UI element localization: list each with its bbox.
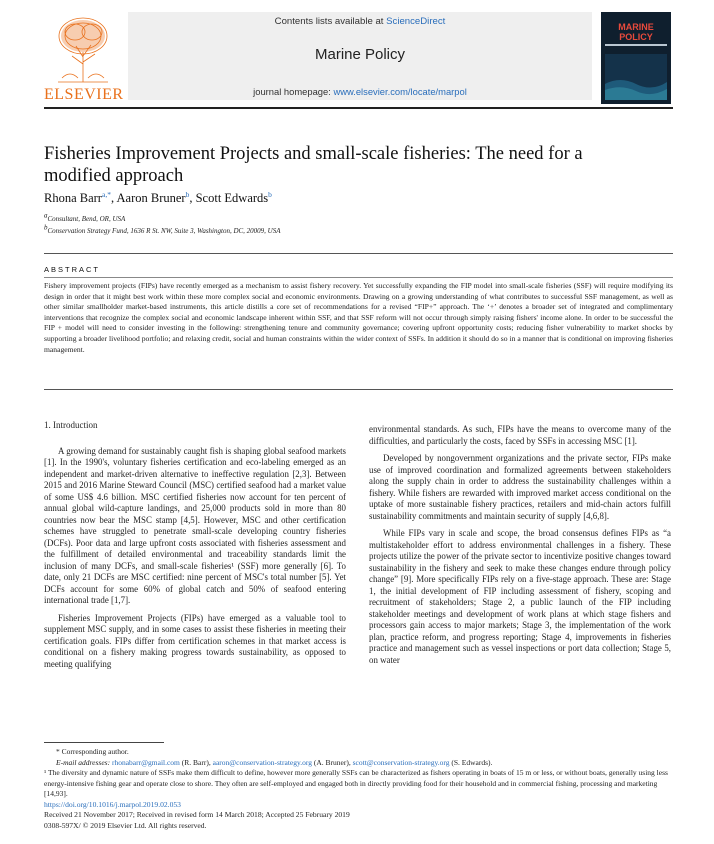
author-marks[interactable]: b <box>268 189 272 199</box>
journal-cover-thumbnail[interactable] <box>601 12 671 104</box>
affiliation-b <box>44 225 281 237</box>
divider <box>44 253 673 254</box>
body-column-left <box>44 420 346 676</box>
doi-link[interactable]: https://doi.org/10.1016/j.marpol.2019.02.053 <box>44 800 181 809</box>
abstract-text: Fishery improvement projects (FIPs) have recently emerged as a mechanism to assist fishery recovery. Yet successfully expanding the FIP model into small-scale fisheries (SSF) will require modifying its design in order that it might best work within these more complex social and economic environments. Drawing on a growing understanding of what contributes to successful SSF management, as well as other similar smallholder market-based instruments, this article distills a core set of recommendations for a revised “FIP+” approach. The ‘+’ denotes a broader set of integrated and complimentary interventions that recognize the complex social and economic landscape inherent within SSF, and that SSF reform will not occur through simply raising fishers' income alone. In order to be successful the FIP + model will need to consider investing in the following: strengthening tenure and community governance; covering upfront opportunity costs; reducing fisher vulnerability to market shocks by supporting a broader livelihood portfolio; and relaxing credit, social and human constraints within the wider context of SSFs. In addition it should do so in a manner that is conditional on improving fisheries management. <box>44 281 673 354</box>
email-link[interactable]: scott@conservation-strategy.org <box>352 757 450 767</box>
email-owner: (A. Bruner), <box>311 757 353 767</box>
abstract-heading: ABSTRACT <box>44 265 101 274</box>
cover-rule <box>605 44 667 46</box>
email-owner: (R. Barr), <box>179 757 213 767</box>
footnote-1: ¹ The diversity and dynamic nature of SSFs make them difficult to define, however more generally SSFs can be characterized as fishers operating in boats of 15 m or less, or without boats, generally using less energy-intensive fishing gear and operate close to shore. They often are self-employed and engaged both in directly providing food for their household and in commercial fishing, processing and marketing [14,93]. <box>44 768 668 798</box>
affiliations <box>44 213 281 237</box>
body-paragraph: While FIPs vary in scale and scope, the broad consensus defines FIPs as “a multistakeholder effort to address environmental challenges in a fishery. These projects utilize the power of the private sector to incentivize positive changes toward sustainability in the fishery and seek to make these changes endure through policy change” [9]. More specifically FIPs rely on a five-stage approach. These are: Stage 1, the initial development of FIP including assessment of fishery, scoping and recruitment of stakeholders; Stage 2, a public launch of the FIP including stakeholder meetings and development of work plans at which stage fishers and processors gain access to major markets; Stage 3, the implementation of the work plan, practice reform, and progress reporting; Stage 4, improvements in fisheries practice and management such as vessel inspections or port data collection; Stage 5, on water <box>369 528 671 665</box>
body-paragraph: A growing demand for sustainably caught fish is shaping global seafood markets [1]. In the 1990's, voluntary fisheries certification and eco-labeling emerged as an independent and market-driven alternative to ineffective regulation [2,3]. Between 2015 and 2016 Marine Steward Council (MSC) certified seafood had a market value of some US$ 4.6 billion. MSC certified fisheries now account for ten percent of annual global wild-capture landings, and 25,000 products sold in more than 80 countries now bear the MSC stamp [4,5]. However, MSC and other certification schemes have struggled to penetrate small-scale developing country fisheries (DCFs). Poor data and large upfront costs associated with fisheries assessment and the fulfillment of detailed environmental and traceability standards limit the inclusion of many DCFs, and small-scale fisheries¹ (SSF) more generally [6]. To date, only 21 DCFs are MSC certified: nine percent of MSC's total number [5]. Yet DCFs account for some 60% of global catch and 50% of seafood entering international trade [1,7]. <box>44 445 346 605</box>
email-label: E-mail addresses: <box>56 757 112 767</box>
author-marks[interactable]: b <box>185 189 190 199</box>
elsevier-wordmark: ELSEVIER <box>44 86 124 103</box>
journal-banner <box>128 12 592 100</box>
email-line <box>44 758 673 769</box>
homepage-prefix: journal homepage: <box>253 86 334 97</box>
author-separator: , <box>110 191 117 205</box>
author-marks[interactable]: a,* <box>101 189 111 199</box>
author-list <box>44 191 272 206</box>
section-heading: 1. Introduction <box>44 420 98 430</box>
publication-info <box>44 800 673 831</box>
cover-art-image <box>605 54 667 100</box>
body-paragraph: Fisheries Improvement Projects (FIPs) have emerged as a valuable tool to supplement MSC supply, and in some cases to assist these fisheries in meeting their certification goals. FIPs differ from certification schemes in that market access is conditional on a fishery making progress towards sustainability, as opposed to meeting qualifying <box>44 612 346 669</box>
body-paragraph: Developed by nongovernment organizations and the private sector, FIPs make use of improved coordination and formalized agreements between stakeholders along the supply chain in order to address the sustainability challenges within a fishery. While fishers are rewarded with improved market access conditional on the uptake of more sustainable fishery practices, retailers and mid-chain actors fulfill sustainability commitments and maintain security of supply [4,6,8]. <box>369 453 671 521</box>
email-link[interactable]: aaron@conservation-strategy.org <box>212 757 312 767</box>
affiliation-text: Consultant, Bend, OR, USA <box>47 215 126 223</box>
author-name[interactable]: Scott Edwards <box>195 191 269 205</box>
affiliation-a <box>44 213 281 225</box>
author-name[interactable]: Aaron Bruner <box>116 191 186 205</box>
affiliation-mark: a <box>44 211 48 220</box>
author-separator: , <box>189 191 196 205</box>
footnote-divider <box>44 742 164 743</box>
publication-dates: Received 21 November 2017; Received in revised form 14 March 2018; Accepted 25 February 2019 <box>44 810 350 820</box>
author-name[interactable]: Rhona Barr <box>44 191 102 205</box>
affiliation-mark: b <box>44 223 48 232</box>
elsevier-tree-icon <box>50 12 116 84</box>
article-title: Fisheries Improvement Projects and small-scale fisheries: The need for a modified approach <box>44 144 583 186</box>
homepage-line <box>128 86 592 97</box>
divider <box>44 277 673 278</box>
journal-header <box>44 12 673 104</box>
cover-title: MARINE POLICY <box>618 22 654 42</box>
divider <box>44 389 673 390</box>
footnotes <box>44 742 673 800</box>
elsevier-logo[interactable] <box>44 12 124 104</box>
contents-line <box>128 16 592 27</box>
header-divider <box>44 107 673 109</box>
homepage-link[interactable]: www.elsevier.com/locate/marpol <box>333 86 467 97</box>
affiliation-text: Conservation Strategy Fund, 1636 R St. NW, Suite 3, Washington, DC, 20009, USA <box>47 227 281 235</box>
contents-prefix: Contents lists available at <box>274 16 387 27</box>
email-owner: (S. Edwards). <box>449 757 493 767</box>
journal-name[interactable]: Marine Policy <box>314 46 406 63</box>
sciencedirect-link[interactable]: ScienceDirect <box>386 16 446 27</box>
body-column-right <box>369 424 671 672</box>
email-link[interactable]: rhonabarr@gmail.com <box>111 757 180 767</box>
copyright-line: 0308-597X/ © 2019 Elsevier Ltd. All rights reserved. <box>44 820 207 830</box>
body-paragraph: environmental standards. As such, FIPs have the means to overcome many of the difficulties, and particularly the costs, faced by SSFs in accessing MSC [1]. <box>369 424 671 446</box>
corresponding-author-note: * Corresponding author. <box>56 747 129 756</box>
